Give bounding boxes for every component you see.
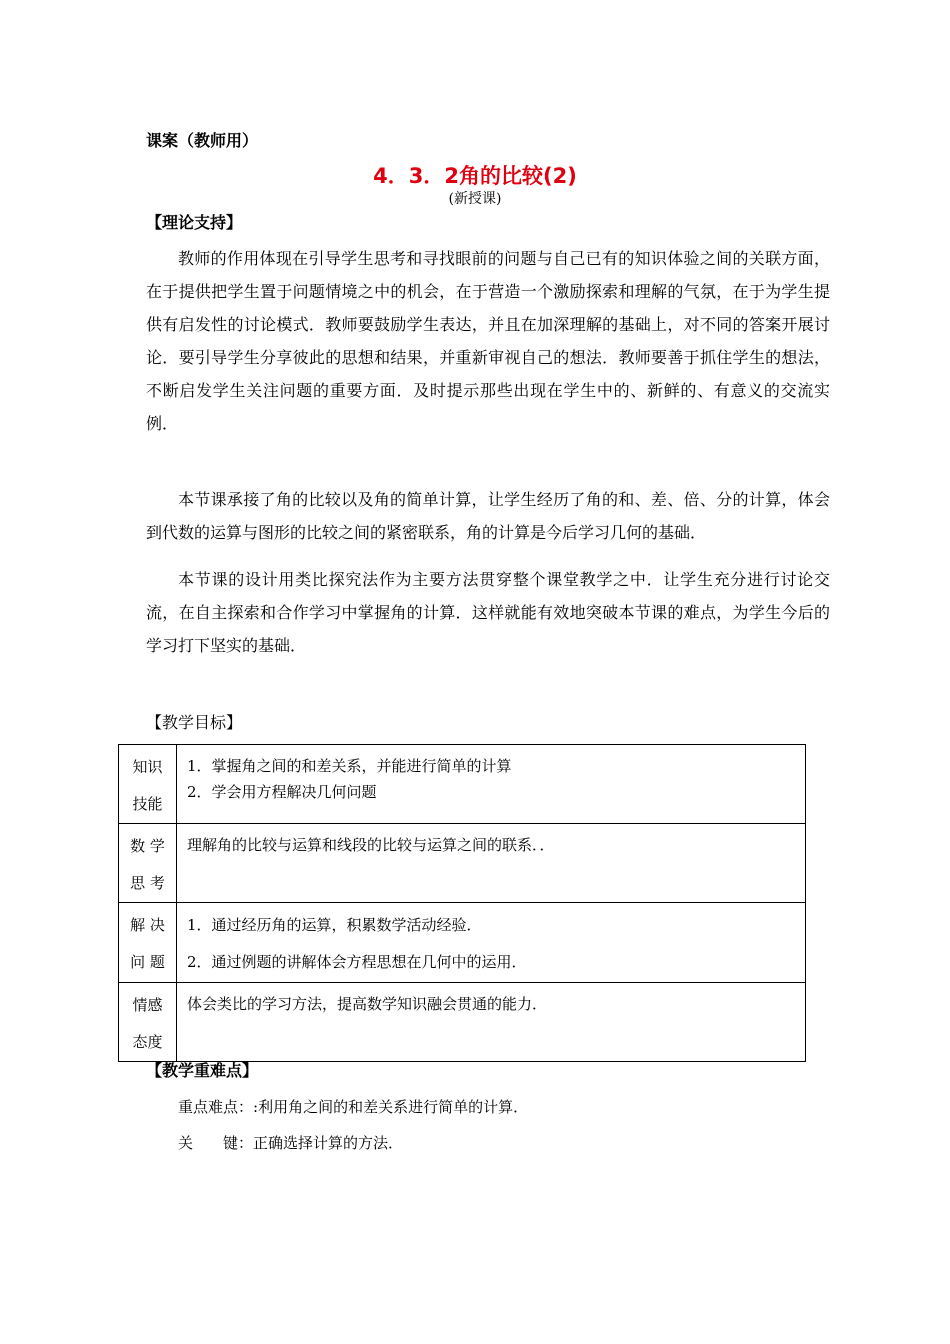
key-line — [178, 1132, 403, 1153]
keypoints-heading: 【教学重难点】 — [146, 1061, 259, 1080]
row-text: 1．通过经历角的运算，积累数学活动经验． 2．通过例题的讲解体会方程思想在几何中的运用． — [177, 903, 806, 983]
key-label: 关 键： — [178, 1134, 254, 1152]
goals-row-attitude — [119, 983, 806, 1062]
document-label: 课案（教师用） — [146, 131, 259, 150]
goals-heading: 【教学目标】 — [146, 713, 243, 732]
theory-paragraph-2: 本节课承接了角的比较以及角的简单计算，让学生经历了角的和、差、倍、分的计算，体会到代数的运算与图形的比较之间的紧密联系，角的计算是今后学习几何的基础． — [146, 490, 830, 542]
focus-text: :利用角之间的和差关系进行简单的计算． — [253, 1098, 529, 1116]
goals-row-knowledge — [119, 745, 806, 824]
goals-row-problem-solving — [119, 903, 806, 983]
page-subtitle: (新授课) — [448, 191, 502, 207]
focus-label: 重点难点： — [178, 1098, 254, 1116]
row-label: 数 学 思 考 — [119, 824, 177, 903]
focus-line — [178, 1096, 528, 1117]
page-title: 4．3．2角的比较(2) — [373, 164, 577, 188]
row-label: 知识 技能 — [119, 745, 177, 824]
theory-paragraph-1: 教师的作用体现在引导学生思考和寻找眼前的问题与自己已有的知识体验之间的关联方面，在于提供把学生置于问题情境之中的机会，在于营造一个激励探索和理解的气氛，在于为学生提供有启发性的讨论模式．教师要鼓励学生表达，并且在加深理解的基础上，对不同的答案开展讨论．要引导学生分享彼此的思想和结果，并重新审视自己的想法．教师要善于抓住学生的想法，不断启发学生关注问题的重要方面．及时提示那些出现在学生中的、新鲜的、有意义的交流实例． — [146, 249, 830, 433]
row-text: 体会类比的学习方法，提高数学知识融会贯通的能力． — [177, 983, 806, 1062]
row-label: 情感 态度 — [119, 983, 177, 1062]
key-text: 正确选择计算的方法． — [253, 1134, 404, 1152]
row-label: 解 决 问 题 — [119, 903, 177, 983]
theory-paragraph-3: 本节课的设计用类比探究法作为主要方法贯穿整个课堂教学之中．让学生充分进行讨论交流，在自主探索和合作学习中掌握角的计算．这样就能有效地突破本节课的难点，为学生今后的学习打下坚实的基础． — [146, 570, 830, 655]
goals-row-math-thinking — [119, 824, 806, 903]
goals-table — [118, 744, 806, 1062]
theory-heading: 【理论支持】 — [146, 213, 243, 232]
row-text: 理解角的比较与运算和线段的比较与运算之间的联系．． — [177, 824, 806, 903]
row-text: 1．掌握角之间的和差关系，并能进行简单的计算 2．学会用方程解决几何问题 — [177, 745, 806, 824]
